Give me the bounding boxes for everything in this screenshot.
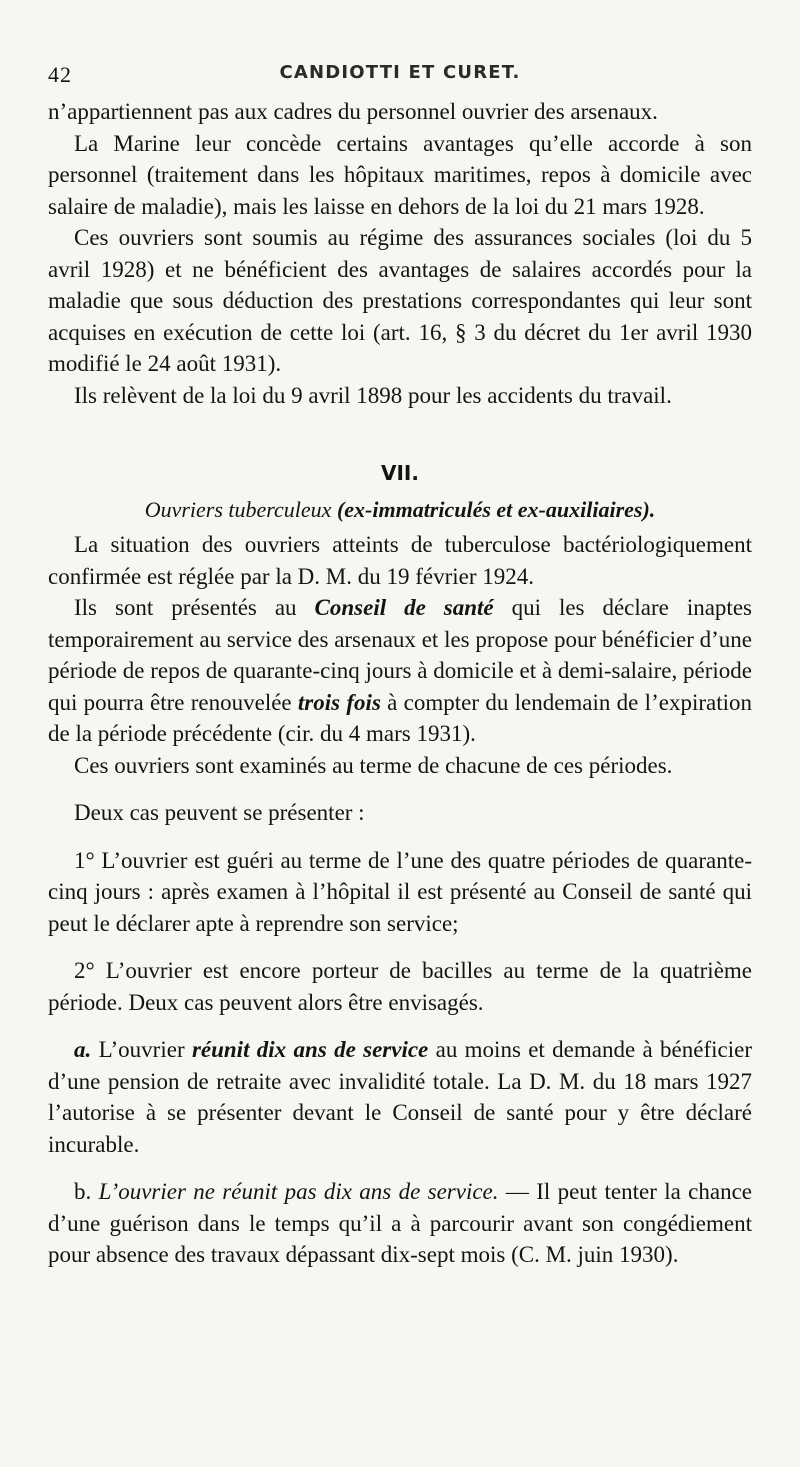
paragraph-deux-cas: Deux cas peuvent se présenter : <box>74 800 365 825</box>
text-run: au moins et demande à bénéficier d’une pension de retraite avec invalidité totale. La D. M. du 18 mars 1927 l’autorise à se présenter devant le Conseil de santé pour y être déclaré incurable. <box>48 1037 752 1157</box>
text-run: qui les déclare inaptes temporairement au service des arsenaux et les propose pour bénéficier d’une période de repos de quarante-cinq jours à domicile et à demi-salaire, période qui pourra être renouvelée <box>48 595 752 715</box>
emphasis-ne-reunit-pas: L’ouvrier ne réunit pas dix ans de service. <box>98 1179 499 1204</box>
paragraph-continued: n’appartiennent pas aux cadres du personnel ouvrier des arsenaux. <box>48 99 658 124</box>
case-a-label: a. <box>74 1037 92 1062</box>
text-run: à compter du lendemain de l’expiration de la période précédente (cir. du 4 mars 1931). <box>48 689 752 746</box>
paragraph-situation: La situation des ouvriers atteints de tuberculose bactériologiquement confirmée est réglée par la D. M. du 19 février 1924. <box>48 532 752 589</box>
case-b <box>48 1176 752 1271</box>
paragraph-assurances-sociales: Ces ouvriers sont soumis au régime des assurances sociales (loi du 5 avril 1928) et ne bénéficient des avantages de salaires accordés pour la maladie que sous déduction des prestations correspondantes qui leur sont acquises en exécution de cette loi (art. 16, § 3 du décret du 1er avril 1930 modifié le 24 août 1931). <box>48 225 752 376</box>
section-number: VII. <box>381 461 419 485</box>
emphasis-trois-fois: trois fois <box>297 689 381 715</box>
emphasis-conseil-de-sante: Conseil de santé <box>314 595 494 620</box>
paragraph-conseil-sante <box>48 592 752 750</box>
paragraph-marine-avantages: La Marine leur concède certains avantages qu’elle accorde à son personnel (traitement dans les hôpitaux maritimes, repos à domicile avec salaire de maladie), mais les laisse en dehors de la loi du 21 mars 1928. <box>48 130 752 219</box>
emphasis-dix-ans: réunit dix ans de service <box>191 1037 429 1062</box>
case-a <box>48 1034 752 1160</box>
running-header <box>48 62 752 96</box>
section-title <box>48 497 752 523</box>
section-title-paren: (ex-immatriculés et ex-auxiliaires). <box>336 497 656 522</box>
section-title-main: Ouvriers tuberculeux <box>144 497 332 522</box>
paragraph-examines: Ces ouvriers sont examinés au terme de chacune de ces périodes. <box>74 752 673 778</box>
case-b-label: b. <box>74 1179 92 1204</box>
case-2: 2° L’ouvrier est encore porteur de bacilles au terme de la quatrième période. Deux cas peuvent alors être envisagés. <box>48 958 752 1015</box>
running-title: CANDIOTTI ET CURET. <box>279 62 521 83</box>
text-run: L’ouvrier <box>91 1037 192 1062</box>
page-number: 42 <box>48 62 72 87</box>
case-1: 1° L’ouvrier est guéri au terme de l’une des quatre périodes de quarante-cinq jours : après examen à l’hôpital il est présenté au Conseil de santé qui peut le déclarer apte à reprendre son service; <box>48 847 752 936</box>
text-run: Ils sont présentés au <box>74 595 315 620</box>
paragraph-accidents-travail: Ils relèvent de la loi du 9 avril 1898 pour les accidents du travail. <box>74 382 672 408</box>
text-run: — Il peut tenter la chance d’une guérison dans le temps qu’il a à parcourir avant son congédiement pour absence des travaux dépassant dix-sept mois (C. M. juin 1930). <box>48 1179 752 1267</box>
